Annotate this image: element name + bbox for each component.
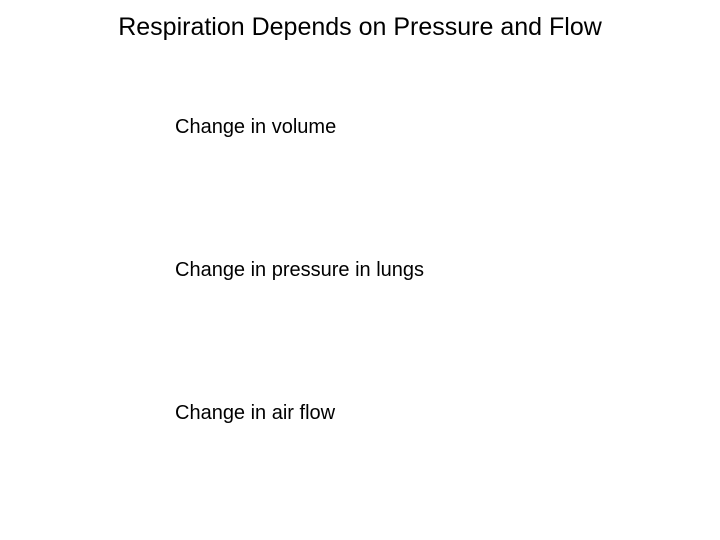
- list-item-air-flow: Change in air flow: [175, 402, 336, 424]
- slide-title: Respiration Depends on Pressure and Flow: [118, 13, 602, 41]
- list-item-pressure: Change in pressure in lungs: [175, 259, 425, 281]
- list-item-volume: Change in volume: [175, 116, 337, 138]
